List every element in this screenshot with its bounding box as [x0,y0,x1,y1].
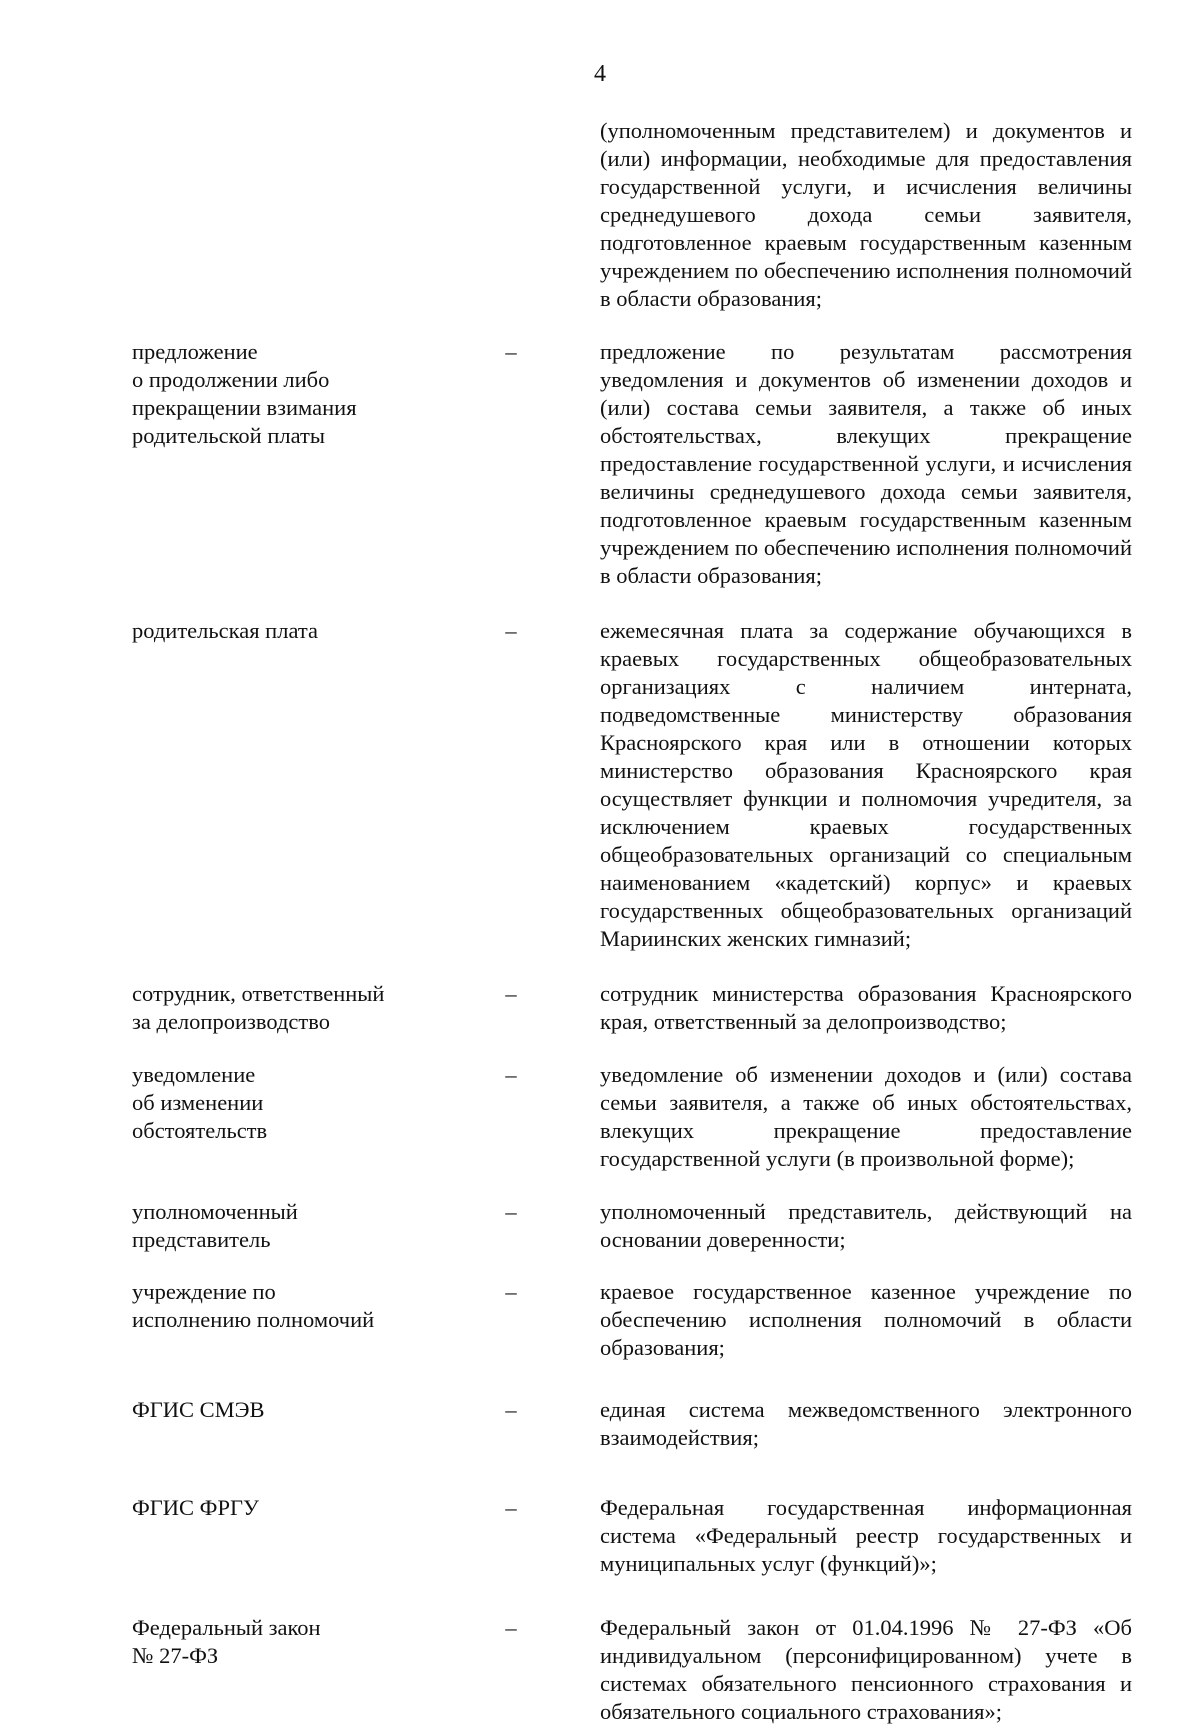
term-line: представитель [132,1227,271,1252]
term-line: об изменении [132,1090,264,1115]
dash-separator: – [505,981,517,1006]
term-line: уведомление [132,1062,256,1087]
term-line: ФГИС СМЭВ [132,1397,265,1422]
term [132,1278,422,1334]
term-line: исполнению полномочий [132,1307,375,1332]
definition-entry [132,1278,1132,1362]
term-line: родительской платы [132,423,325,448]
definition-entry [132,1061,1132,1173]
definition: уведомление об изменении доходов и (или) состава семьи заявителя, а также об иных обстоятельствах, влекущих прекращение предоставление государственной услуги (в произвольной форме); [600,1062,1132,1171]
definition: ежемесячная плата за содержание обучающихся в краевых государственных общеобразовательных организациях с наличием интерната, подведомственные министерству образования Красноярского края или в отношении которых министерство образования Красноярского края осуществляет функции и полномочия учредителя, за исключением краевых государственных общеобразовательных организаций со специальным наименованием «кадетский) корпус» и краевых государственных общеобразовательных организаций Мариинских женских гимназий; [600,618,1132,951]
term [132,1061,422,1145]
term-line: Федеральный закон [132,1615,321,1640]
term [132,1396,422,1424]
term-line: сотрудник, ответственный [132,981,385,1006]
definitions-list [132,117,1132,1726]
term [132,1614,422,1670]
dash-separator: – [505,339,517,364]
term-line: ФГИС ФРГУ [132,1495,259,1520]
definition: краевое государственное казенное учреждение по обеспечению исполнения полномочий в области образования; [600,1279,1132,1360]
term-line: обстоятельств [132,1118,268,1143]
continuation-row [132,117,1132,313]
term-line: уполномоченный [132,1199,298,1224]
term [132,1198,422,1254]
definition-entry [132,1614,1132,1726]
term [132,980,422,1036]
term-line: родительская плата [132,618,318,643]
continuation-text: (уполномоченным представителем) и документов и (или) информации, необходимые для предоставления государственной услуги, и исчисления величины среднедушевого дохода семьи заявителя, подготовленное краевым государственным казенным учреждением по обеспечению исполнения полномочий в области образования; [600,118,1132,311]
dash-separator: – [505,1615,517,1640]
term [132,1494,422,1522]
term [132,617,422,645]
dash-separator: – [505,1495,517,1520]
term-line: за делопроизводство [132,1009,330,1034]
dash-separator: – [505,1062,517,1087]
definition: Федеральный закон от 01.04.1996 № 27-ФЗ «Об индивидуальном (персонифицированном) учете в системах обязательного пенсионного страхования и обязательного социального страхования»; [600,1615,1132,1724]
definition-entry [132,1198,1132,1254]
dash-separator: – [505,1397,517,1422]
term-line: учреждение по [132,1279,276,1304]
term-line: № 27-ФЗ [132,1643,219,1668]
definition: предложение по результатам рассмотрения уведомления и документов об изменении доходов и (или) состава семьи заявителя, а также об иных обстоятельствах, влекущих прекращение предоставление государственной услуги, и исчисления величины среднедушевого дохода семьи заявителя, подготовленное краевым государственным казенным учреждением по обеспечению исполнения полномочий в области образования; [600,339,1132,588]
term-line: прекращении взимания [132,395,357,420]
dash-separator: – [505,1199,517,1224]
definition-entry [132,617,1132,953]
term [132,338,422,450]
dash-separator: – [505,618,517,643]
definition-entry [132,980,1132,1036]
term-line: о продолжении либо [132,367,330,392]
definition: Федеральная государственная информационная система «Федеральный реестр государственных и муниципальных услуг (функций)»; [600,1495,1132,1576]
dash-separator: – [505,1279,517,1304]
definition: уполномоченный представитель, действующий на основании доверенности; [600,1199,1132,1252]
definition-entry [132,1396,1132,1452]
definition: сотрудник министерства образования Красноярского края, ответственный за делопроизводство; [600,981,1132,1034]
definition-entry [132,1494,1132,1578]
term-line: предложение [132,339,258,364]
definition: единая система межведомственного электронного взаимодействия; [600,1397,1132,1450]
page-number: 4 [594,61,606,87]
definition-entry [132,338,1132,590]
